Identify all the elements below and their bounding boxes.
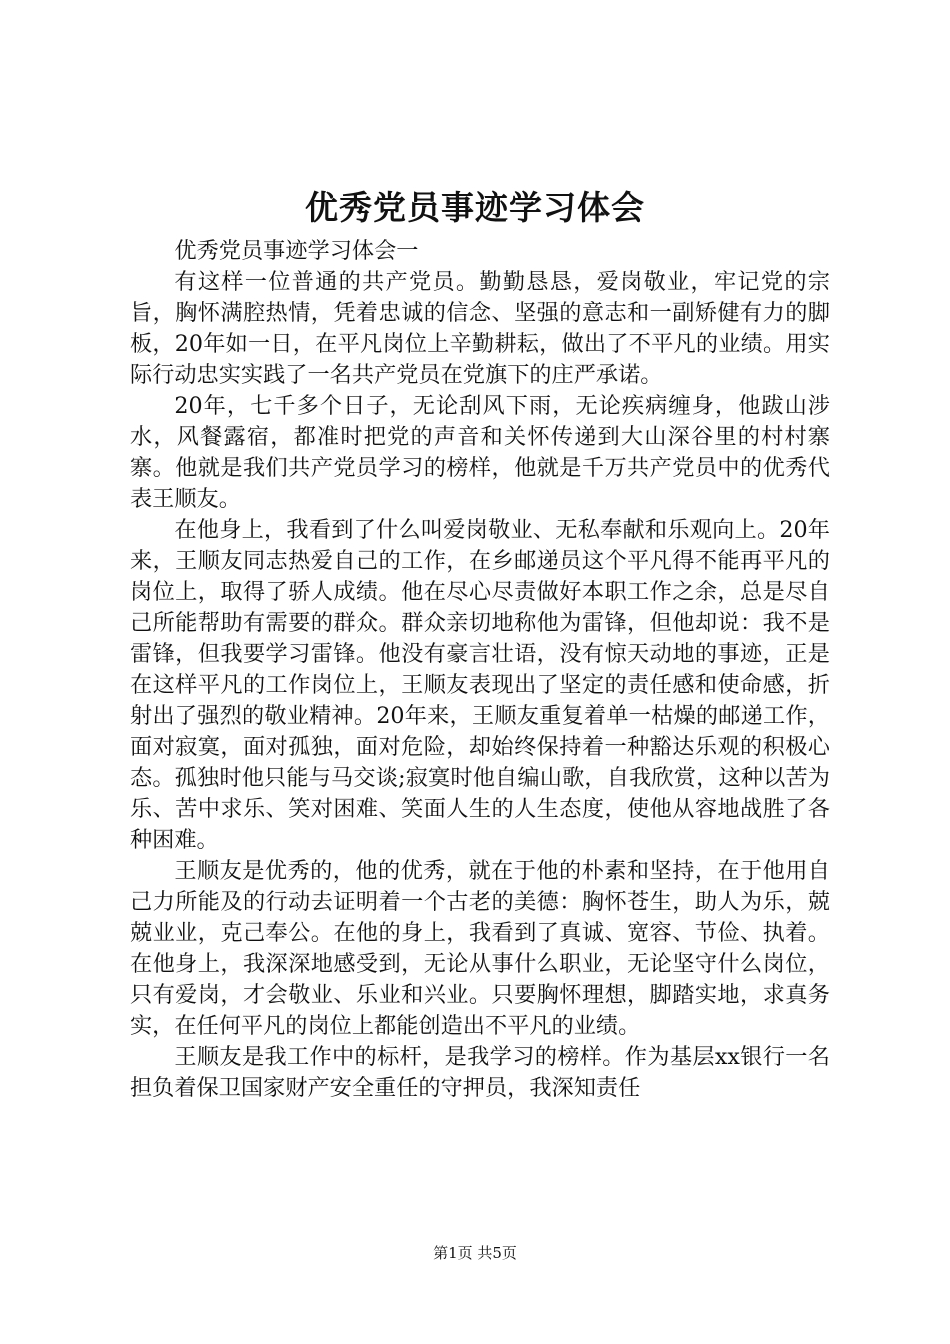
paragraph: 王顺友是优秀的，他的优秀，就在于他的朴素和坚持，在于他用自己力所能及的行动去证明着一个古老的美德：胸怀苍生，助人为乐，兢兢业业，克己奉公。在他的身上，我看到了真诚、宽容、节俭、执着。在他身上，我深深地感受到，无论从事什么职业，无论坚守什么岗位，只有爱岗，才会敬业、乐业和兴业。只要胸怀理想，脚踏实地，求真务实，在任何平凡的岗位上都能创造出不平凡的业绩。: [130, 858, 830, 1039]
document-title: 优秀党员事迹学习体会: [305, 188, 645, 227]
document-body: [130, 236, 830, 1104]
page-number-footer: 第1页 共5页: [433, 1244, 517, 1262]
paragraph: 王顺友是我工作中的标杆，是我学习的榜样。作为基层xx银行一名担负着保卫国家财产安全重任的守押员，我深知责任: [130, 1044, 830, 1101]
paragraph-subtitle: 优秀党员事迹学习体会一: [174, 238, 419, 264]
paragraph: 在他身上，我看到了什么叫爱岗敬业、无私奉献和乐观向上。20年来，王顺友同志热爱自己的工作，在乡邮递员这个平凡得不能再平凡的岗位上，取得了骄人成绩。他在尽心尽责做好本职工作之余，总是尽自己所能帮助有需要的群众。群众亲切地称他为雷锋，但他却说：我不是雷锋，但我要学习雷锋。他没有豪言壮语，没有惊天动地的事迹，正是在这样平凡的工作岗位上，王顺友表现出了坚定的责任感和使命感，折射出了强烈的敬业精神。20年来，王顺友重复着单一枯燥的邮递工作，面对寂寞，面对孤独，面对危险，却始终保持着一种豁达乐观的积极心态。孤独时他只能与马交谈;寂寞时他自编山歌，自我欣赏，这种以苦为乐、苦中求乐、笑对困难、笑面人生的人生态度，使他从容地战胜了各种困难。: [130, 517, 830, 853]
paragraph: 20年，七千多个日子，无论刮风下雨，无论疾病缠身，他跋山涉水，风餐露宿，都准时把党的声音和关怀传递到大山深谷里的村村寨寨。他就是我们共产党员学习的榜样，他就是千万共产党员中的优秀代表王顺友。: [130, 393, 830, 512]
paragraph: 有这样一位普通的共产党员。勤勤恳恳，爱岗敬业，牢记党的宗旨，胸怀满腔热情，凭着忠诚的信念、坚强的意志和一副矫健有力的脚板，20年如一日，在平凡岗位上辛勤耕耘，做出了不平凡的业绩。用实际行动忠实实践了一名共产党员在党旗下的庄严承诺。: [130, 269, 830, 388]
